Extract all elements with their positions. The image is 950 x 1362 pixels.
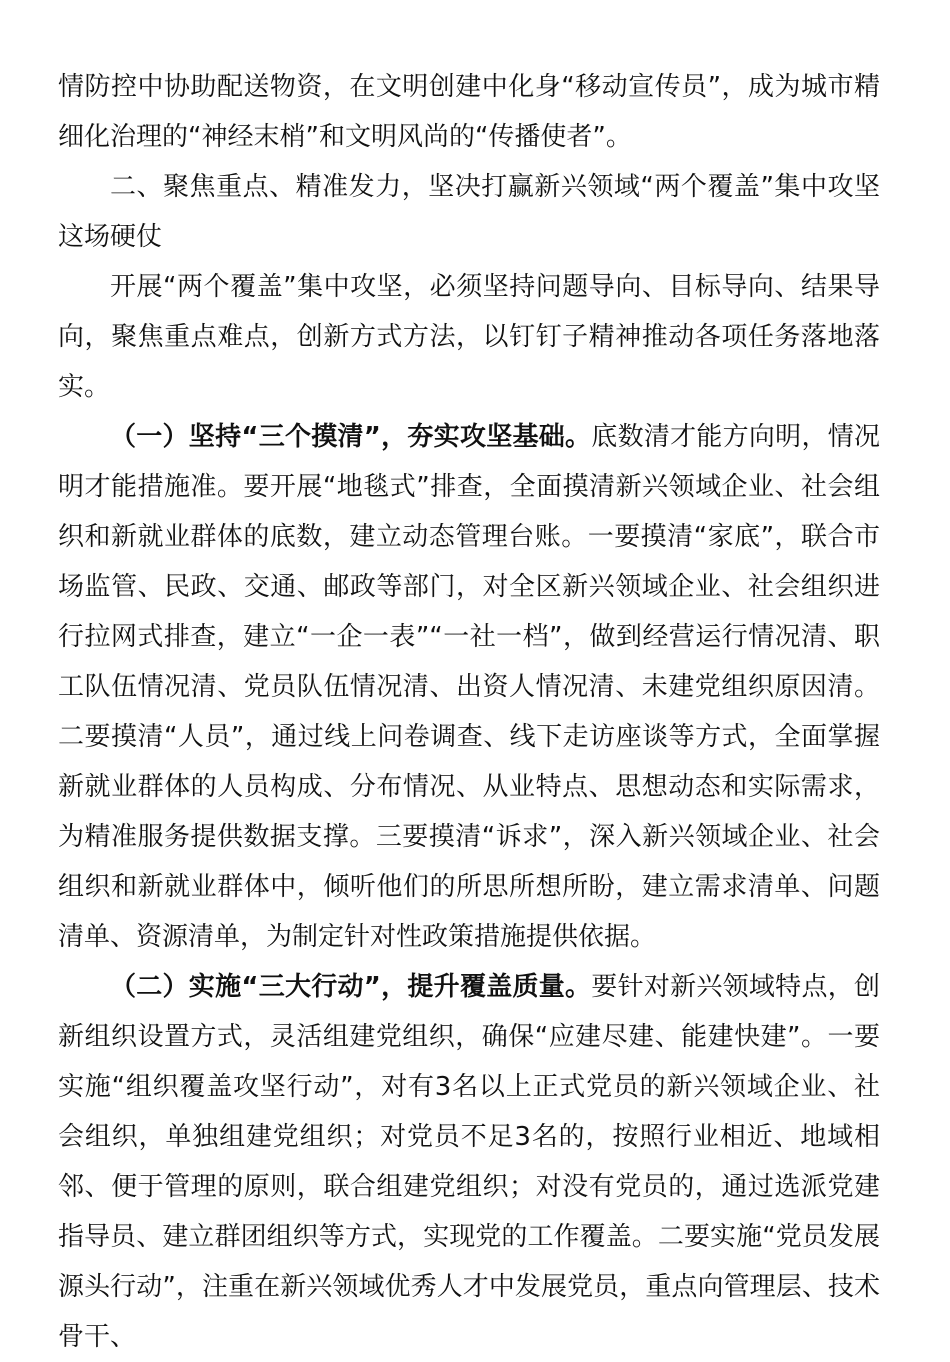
paragraph-intro bbox=[58, 262, 880, 412]
section-heading-text: 二、聚焦重点、精准发力，坚决打赢新兴领域“两个覆盖”集中攻坚这场硬仗 bbox=[58, 172, 880, 252]
paragraph-text: 情防控中协助配送物资，在文明创建中化身“移动宣传员”，成为城市精细化治理的“神经末梢”和文明风尚的“传播使者”。 bbox=[58, 72, 880, 152]
section-heading bbox=[58, 162, 880, 262]
paragraph-text: 要针对新兴领域特点，创新组织设置方式，灵活组建党组织，确保“应建尽建、能建快建”。一要实施“组织覆盖攻坚行动”，对有3名以上正式党员的新兴领域企业、社会组织，单独组建党组织；对党员不足3名的，按照行业相近、地域相邻、便于管理的原则，联合组建党组织；对没有党员的，通过选派党建指导员、建立群团组织等方式，实现党的工作覆盖。二要实施“党员发展源头行动”，注重在新兴领域优秀人才中发展党员，重点向管理层、技术骨干、 bbox=[58, 972, 880, 1352]
point-1-heading: （一）坚持“三个摸清”，夯实攻坚基础。 bbox=[110, 422, 592, 452]
paragraph-text: 开展“两个覆盖”集中攻坚，必须坚持问题导向、目标导向、结果导向，聚焦重点难点，创新方式方法，以钉钉子精神推动各项任务落地落实。 bbox=[58, 272, 880, 402]
document-page bbox=[58, 62, 880, 1362]
paragraph-point-2 bbox=[58, 962, 880, 1362]
paragraph-continuation bbox=[58, 62, 880, 162]
paragraph-point-1 bbox=[58, 412, 880, 962]
point-2-heading: （二）实施“三大行动”，提升覆盖质量。 bbox=[110, 972, 592, 1002]
paragraph-text: 底数清才能方向明，情况明才能措施准。要开展“地毯式”排查，全面摸清新兴领域企业、社会组织和新就业群体的底数，建立动态管理台账。一要摸清“家底”，联合市场监管、民政、交通、邮政等部门，对全区新兴领域企业、社会组织进行拉网式排查，建立“一企一表”“一社一档”，做到经营运行情况清、职工队伍情况清、党员队伍情况清、出资人情况清、未建党组织原因清。二要摸清“人员”，通过线上问卷调查、线下走访座谈等方式，全面掌握新就业群体的人员构成、分布情况、从业特点、思想动态和实际需求，为精准服务提供数据支撑。三要摸清“诉求”，深入新兴领域企业、社会组织和新就业群体中，倾听他们的所思所想所盼，建立需求清单、问题清单、资源清单，为制定针对性政策措施提供依据。 bbox=[58, 422, 880, 952]
